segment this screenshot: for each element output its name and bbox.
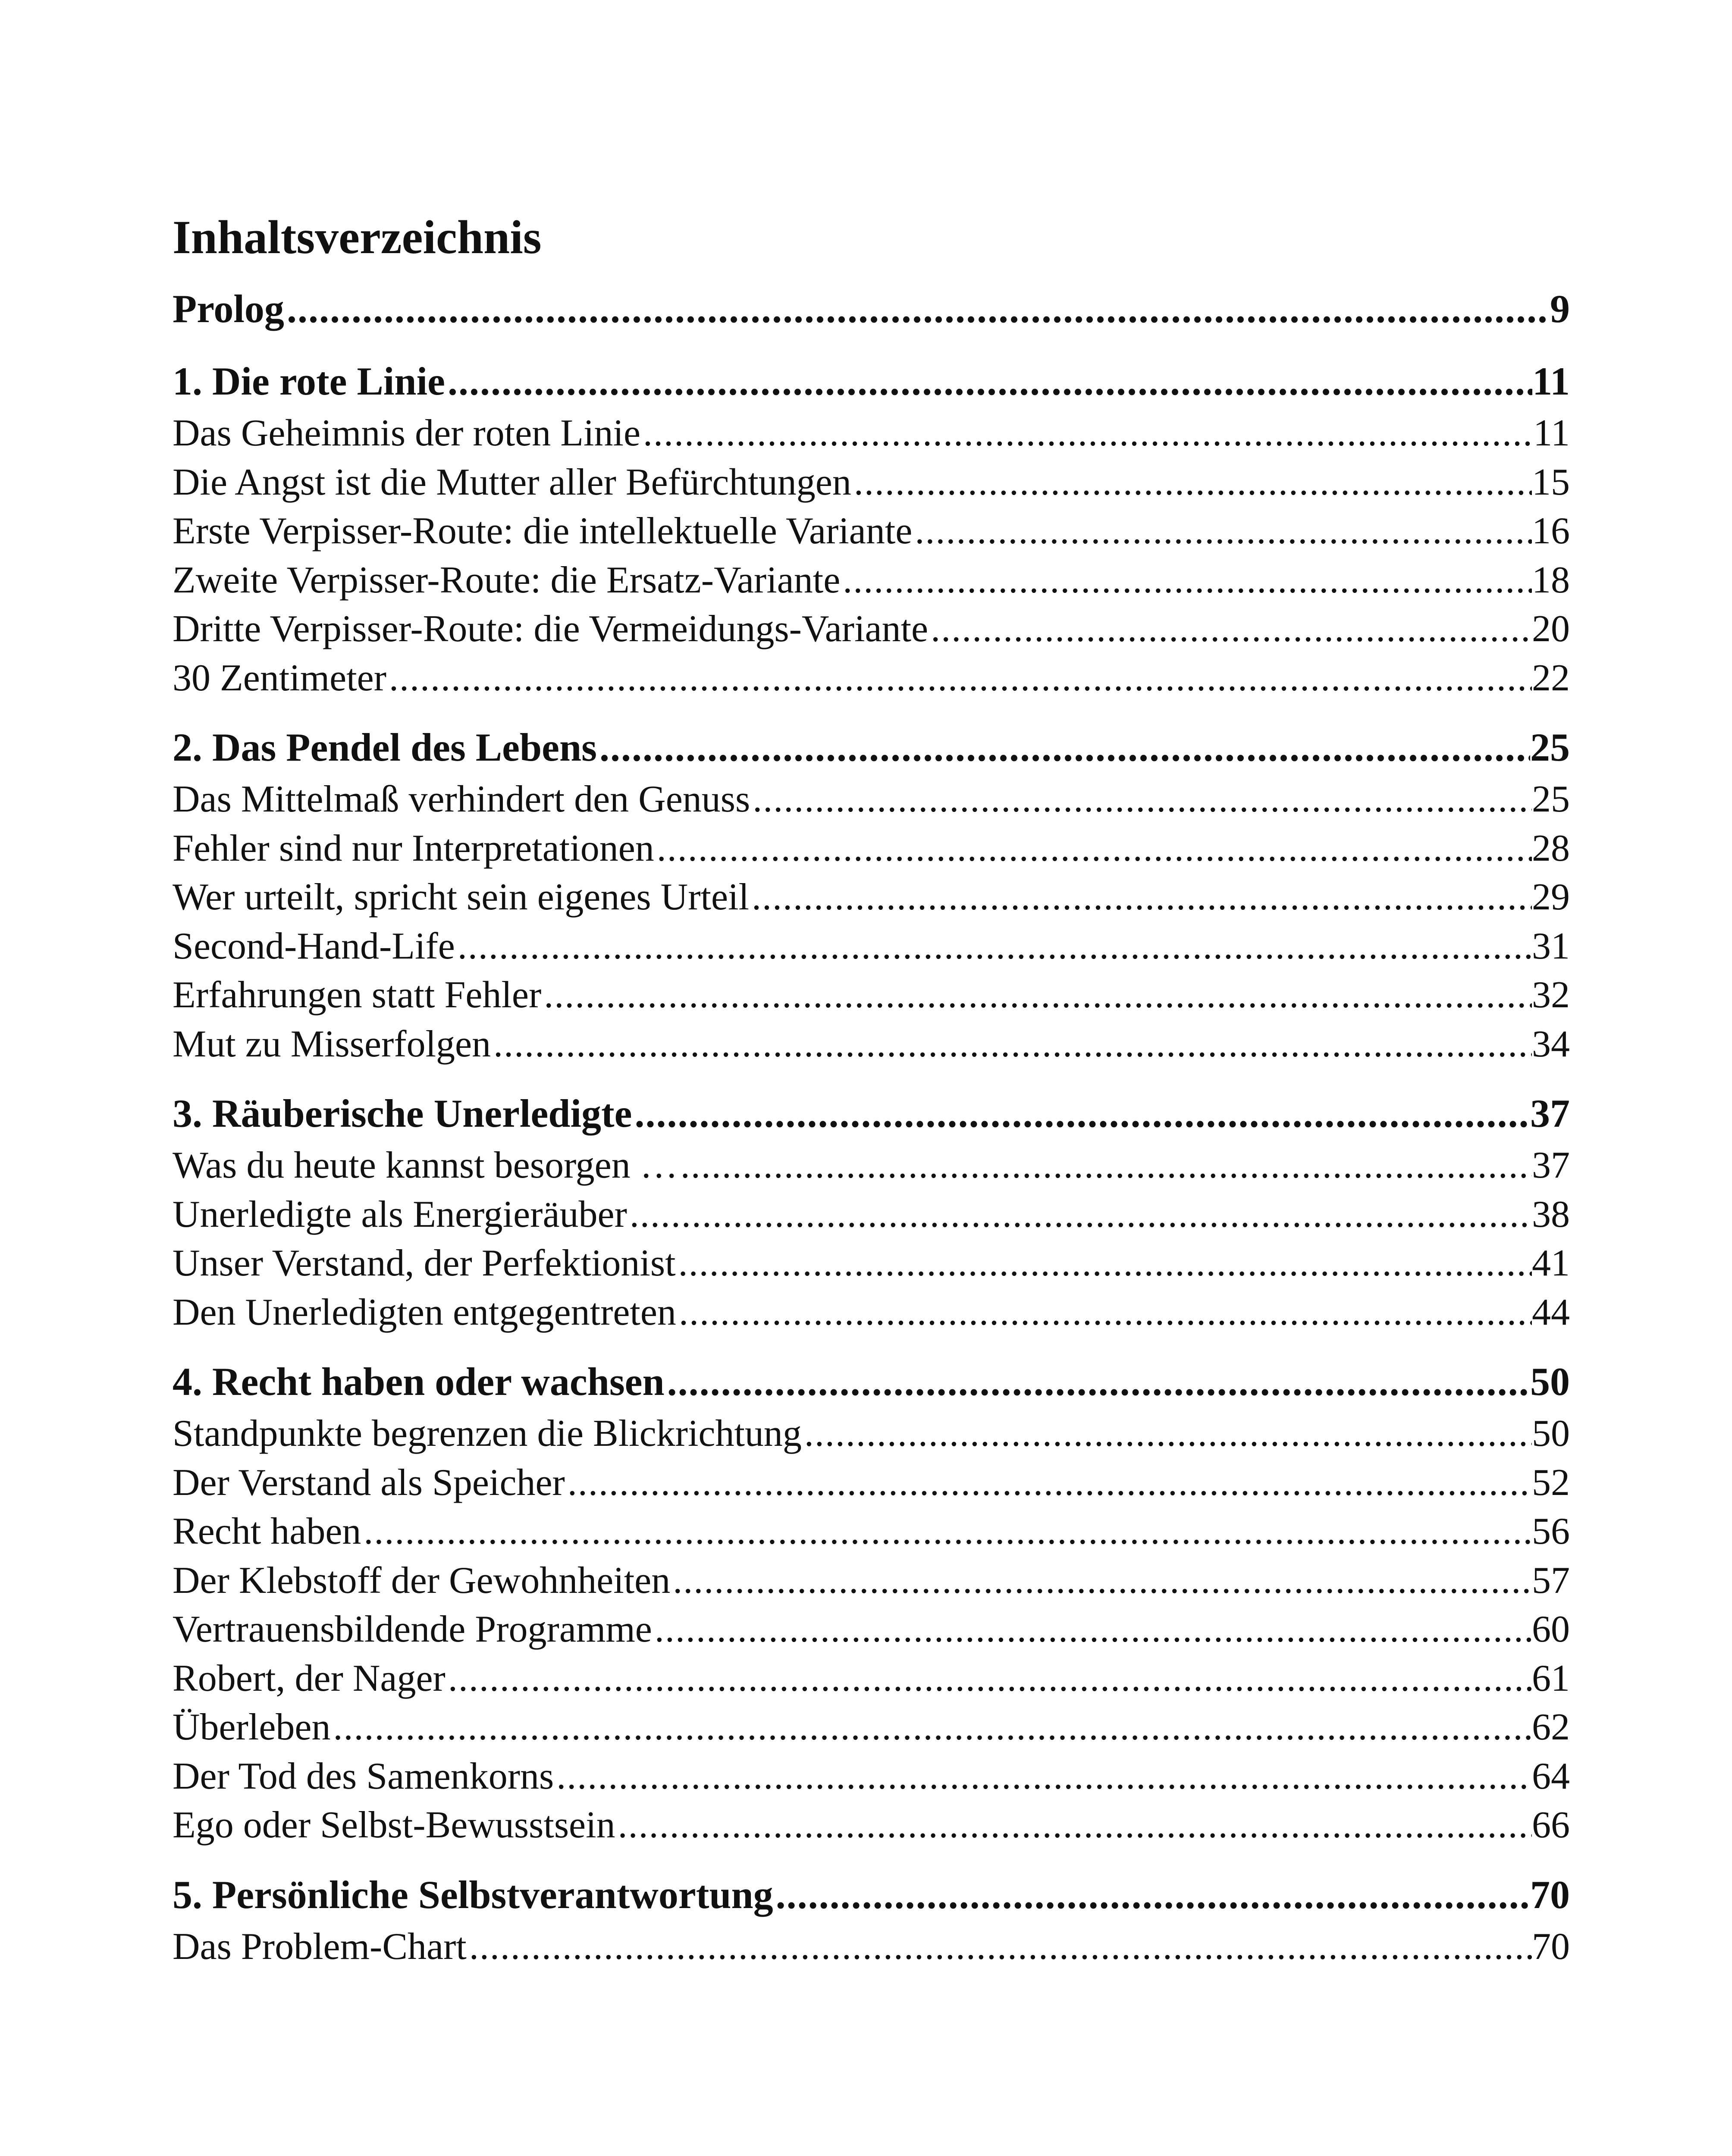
chapter-title: 4. Recht haben oder wachsen — [173, 1360, 665, 1404]
entry-title: Wer urteilt, spricht sein eigenes Urteil — [173, 876, 749, 918]
toc-chapter-entry[interactable] — [173, 281, 1570, 336]
toc-list — [173, 281, 1570, 1971]
page-number: 15 — [1532, 461, 1570, 503]
page-number: 25 — [1532, 778, 1570, 820]
chapter-title: 3. Räuberische Unerledigte — [173, 1091, 632, 1135]
page-number: 66 — [1532, 1804, 1570, 1846]
page-number: 20 — [1532, 608, 1570, 650]
page-number: 50 — [1530, 1360, 1570, 1404]
dot-leader — [665, 1354, 1530, 1409]
dot-leader — [491, 1020, 1532, 1069]
dot-leader — [455, 922, 1532, 971]
entry-title: Unerledigte als Energieräuber — [173, 1193, 627, 1235]
dot-leader — [802, 1409, 1532, 1458]
dot-leader — [627, 1190, 1532, 1239]
entry-title: Standpunkte begrenzen die Blickrichtung — [173, 1413, 802, 1454]
page-number: 18 — [1532, 559, 1570, 601]
dot-leader — [361, 1507, 1532, 1556]
page-number: 70 — [1532, 1925, 1570, 1968]
page-number: 31 — [1532, 925, 1570, 967]
page-number: 56 — [1532, 1510, 1570, 1552]
toc-entry[interactable] — [173, 458, 1570, 507]
chapter-title: 2. Das Pendel des Lebens — [173, 725, 597, 769]
entry-title: Was du heute kannst besorgen … — [173, 1144, 678, 1186]
toc-chapter-entry[interactable] — [173, 1086, 1570, 1141]
toc-entry[interactable] — [173, 1190, 1570, 1239]
dot-leader — [912, 507, 1532, 556]
entry-title: Second-Hand-Life — [173, 925, 455, 967]
dot-leader — [928, 605, 1532, 654]
toc-chapter-entry[interactable] — [173, 720, 1570, 775]
chapter-title: Prolog — [173, 287, 284, 331]
toc-entry[interactable] — [173, 922, 1570, 971]
entry-title: Vertrauensbildende Programme — [173, 1608, 652, 1650]
toc-section — [173, 720, 1570, 1069]
page-number: 38 — [1532, 1193, 1570, 1235]
toc-section — [173, 1354, 1570, 1850]
toc-entry[interactable] — [173, 1020, 1570, 1069]
toc-chapter-entry[interactable] — [173, 1867, 1570, 1922]
chapter-title: 1. Die rote Linie — [173, 359, 445, 403]
entry-title: Mut zu Misserfolgen — [173, 1023, 491, 1065]
dot-leader — [565, 1458, 1532, 1507]
page-number: 25 — [1530, 725, 1570, 769]
toc-entry[interactable] — [173, 409, 1570, 458]
toc-entry[interactable] — [173, 1141, 1570, 1190]
dot-leader — [541, 971, 1532, 1020]
dot-leader — [676, 1239, 1532, 1288]
dot-leader — [554, 1752, 1532, 1801]
dot-leader — [773, 1867, 1530, 1922]
dot-leader — [284, 281, 1550, 336]
page-number: 32 — [1532, 974, 1570, 1016]
toc-entry[interactable] — [173, 1239, 1570, 1288]
entry-title: Erste Verpisser-Route: die intellektuelle Variante — [173, 510, 913, 552]
entry-title: Dritte Verpisser-Route: die Vermeidungs-Variante — [173, 608, 929, 650]
chapter-title: 5. Persönliche Selbstverantwortung — [173, 1872, 773, 1917]
dot-leader — [640, 409, 1533, 458]
page-number: 16 — [1532, 510, 1570, 552]
toc-entry[interactable] — [173, 775, 1570, 824]
toc-entry[interactable] — [173, 873, 1570, 922]
dot-leader — [615, 1801, 1532, 1850]
dot-leader — [467, 1922, 1532, 1971]
toc-chapter-entry[interactable] — [173, 1354, 1570, 1409]
dot-leader — [670, 1556, 1532, 1605]
toc-entry[interactable] — [173, 1922, 1570, 1971]
entry-title: Der Tod des Samenkorns — [173, 1755, 554, 1797]
entry-title: Zweite Verpisser-Route: die Ersatz-Variante — [173, 559, 841, 601]
page-number: 11 — [1533, 412, 1570, 454]
dot-leader — [678, 1141, 1532, 1190]
toc-section — [173, 354, 1570, 702]
page-number: 62 — [1532, 1706, 1570, 1748]
toc-entry[interactable] — [173, 1409, 1570, 1458]
dot-leader — [445, 354, 1532, 409]
dot-leader — [652, 1605, 1532, 1654]
toc-entry[interactable] — [173, 971, 1570, 1020]
toc-entry[interactable] — [173, 1801, 1570, 1850]
toc-entry[interactable] — [173, 556, 1570, 605]
dot-leader — [750, 775, 1532, 824]
dot-leader — [676, 1288, 1532, 1337]
entry-title: Überleben — [173, 1706, 331, 1748]
entry-title: Der Klebstoff der Gewohnheiten — [173, 1559, 671, 1601]
toc-section — [173, 1086, 1570, 1337]
toc-entry[interactable] — [173, 1556, 1570, 1605]
page-number: 61 — [1532, 1657, 1570, 1699]
toc-entry[interactable] — [173, 1288, 1570, 1337]
dot-leader — [386, 654, 1532, 703]
entry-title: Unser Verstand, der Perfektionist — [173, 1242, 676, 1284]
dot-leader — [632, 1086, 1530, 1141]
toc-section — [173, 281, 1570, 336]
entry-title: Das Mittelmaß verhindert den Genuss — [173, 778, 750, 820]
dot-leader — [446, 1654, 1532, 1703]
entry-title: Fehler sind nur Interpretationen — [173, 827, 654, 869]
page-number: 11 — [1532, 359, 1570, 403]
page-number: 60 — [1532, 1608, 1570, 1650]
entry-title: Den Unerledigten entgegentreten — [173, 1291, 676, 1333]
entry-title: Recht haben — [173, 1510, 361, 1552]
toc-entry[interactable] — [173, 1703, 1570, 1752]
page-number: 70 — [1530, 1872, 1570, 1917]
page-number: 57 — [1532, 1559, 1570, 1601]
dot-leader — [654, 824, 1532, 873]
page-number: 29 — [1532, 876, 1570, 918]
toc-entry[interactable] — [173, 1654, 1570, 1703]
page-number: 41 — [1532, 1242, 1570, 1284]
page-title: Inhaltsverzeichnis — [173, 211, 542, 263]
page-number: 34 — [1532, 1023, 1570, 1065]
page-number: 9 — [1550, 287, 1570, 331]
entry-title: Erfahrungen statt Fehler — [173, 974, 542, 1016]
toc-entry[interactable] — [173, 1458, 1570, 1507]
entry-title: Robert, der Nager — [173, 1657, 446, 1699]
page-number: 50 — [1532, 1413, 1570, 1454]
page-number: 28 — [1532, 827, 1570, 869]
page-number: 22 — [1532, 657, 1570, 699]
toc-entry[interactable] — [173, 1752, 1570, 1801]
dot-leader — [597, 720, 1530, 775]
toc-section — [173, 1867, 1570, 1971]
toc-entry[interactable] — [173, 1605, 1570, 1654]
toc-entry[interactable] — [173, 605, 1570, 654]
dot-leader — [840, 556, 1532, 605]
toc-entry[interactable] — [173, 1507, 1570, 1556]
toc-entry[interactable] — [173, 507, 1570, 556]
page-number: 37 — [1530, 1091, 1570, 1135]
entry-title: Der Verstand als Speicher — [173, 1461, 565, 1504]
entry-title: Ego oder Selbst-Bewusstsein — [173, 1804, 615, 1846]
dot-leader — [851, 458, 1532, 507]
toc-page — [173, 203, 1570, 1971]
entry-title: Das Problem-Chart — [173, 1925, 467, 1968]
entry-title: Die Angst ist die Mutter aller Befürchtungen — [173, 461, 851, 503]
page-number: 44 — [1532, 1291, 1570, 1333]
page-number: 64 — [1532, 1755, 1570, 1797]
page-number: 37 — [1532, 1144, 1570, 1186]
dot-leader — [330, 1703, 1532, 1752]
entry-title: Das Geheimnis der roten Linie — [173, 412, 641, 454]
toc-entry[interactable] — [173, 654, 1570, 703]
page-number: 52 — [1532, 1461, 1570, 1504]
entry-title: 30 Zentimeter — [173, 657, 387, 699]
toc-chapter-entry[interactable] — [173, 354, 1570, 409]
toc-entry[interactable] — [173, 824, 1570, 873]
dot-leader — [749, 873, 1532, 922]
